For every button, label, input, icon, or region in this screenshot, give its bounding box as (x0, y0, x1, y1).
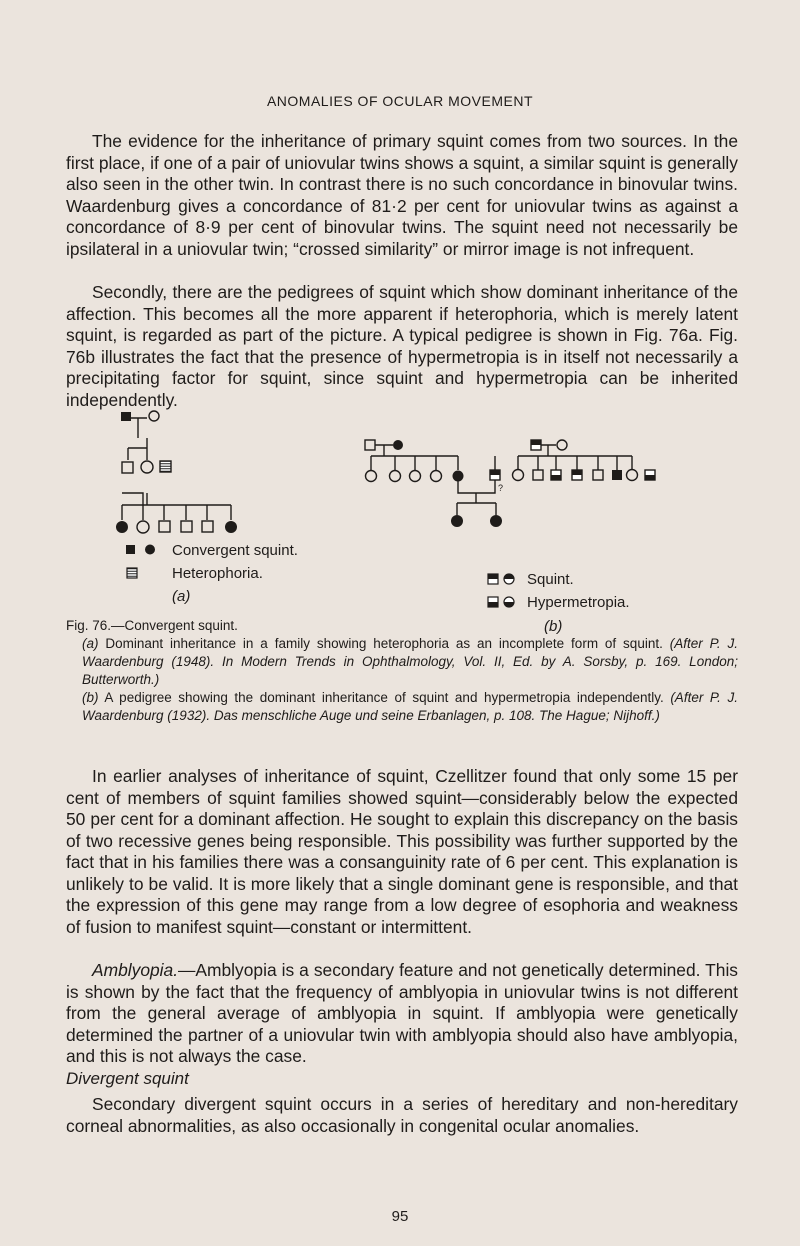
pedigree-b-male (593, 470, 603, 480)
pedigree-a-male-squint (121, 412, 131, 421)
pedigree-b-female-squint (393, 440, 403, 450)
pedigree-b-female-squint (453, 471, 464, 482)
caption-b: (b) A pedigree showing the dominant inheritance of squint and hypermetropia independently. (After P. J. Waardenburg (1932). Das menschliche Auge und seine Erbanlagen, p. 108. The Hague; Nijhoff.) (82, 690, 738, 723)
pedigree-b-female (431, 471, 442, 482)
pedigree-a-female (141, 461, 153, 473)
caption-title: Fig. 76.—Convergent squint. (66, 618, 238, 633)
running-header: ANOMALIES OF OCULAR MOVEMENT (266, 93, 534, 109)
pedigree-b-female-squint (451, 515, 463, 527)
figure-label-b: (b) (544, 618, 563, 635)
question-mark: ? (498, 483, 504, 493)
legend-square-solid-icon (126, 545, 135, 554)
figure-label-a: (a) (172, 588, 191, 605)
pedigree-a-female-squint (116, 521, 128, 533)
paragraph-pedigrees: Secondly, there are the pedigrees of squint which show dominant inheritance of the affection. This becomes all the more apparent if heterophoria, which is merely latent squint, is regarded as part of the picture. A typical pedigree is shown in Fig. 76a. Fig. 76b illustrates the fact that the presence of hypermetropia is in itself not necessarily a precipitating factor for squint, since squint and hypermetropia can be inherited independently. (66, 282, 738, 410)
legend-circle-solid-icon (145, 545, 155, 555)
page-number: 95 (391, 1208, 409, 1225)
paragraph-amblyopia: Amblyopia.—Amblyopia is a secondary feature and not genetically determined. This is shown by the fact that the frequency of amblyopia in uniovular twins is not different from the general average of amblyopia in squint. If amblyopia were genetically determined the partner of a uniovular twin with amblyopia should also have amblyopia, and this is not always the case. (66, 960, 738, 1066)
pedigree-b-male (533, 470, 543, 480)
paragraph-divergent: Secondary divergent squint occurs in a series of hereditary and non-hereditary corneal abnormalities, as also occasionally in congenital ocular anomalies. (66, 1094, 738, 1136)
pedigree-b-female (513, 470, 524, 481)
pedigree-b-female (366, 471, 377, 482)
pedigree-a-male (202, 521, 213, 532)
pedigree-b-male (365, 440, 375, 450)
legend-convergent: Convergent squint. (172, 542, 298, 559)
legend-heterophoria: Heterophoria. (172, 565, 263, 582)
legend-squint: Squint. (527, 571, 574, 588)
legend-hatched-square-icon (127, 568, 137, 578)
pedigree-b-female-squint (490, 515, 502, 527)
pedigree-a-male (122, 462, 133, 473)
pedigree-a-female (137, 521, 149, 533)
pedigree-a-female (149, 411, 159, 421)
pedigree-a-male (181, 521, 192, 532)
pedigree-b-female (627, 470, 638, 481)
pedigree-b-female (390, 471, 401, 482)
amblyopia-heading: Amblyopia. (92, 960, 179, 980)
pedigree-b-male-squint (612, 470, 622, 480)
pedigree-a-female-squint (225, 521, 237, 533)
pedigree-b-female (557, 440, 567, 450)
pedigree-b-female (410, 471, 421, 482)
figure-caption (66, 617, 738, 725)
pedigree-a-male-heterophoria (160, 461, 171, 472)
caption-a: (a) Dominant inheritance in a family showing heterophoria as an incomplete form of squint. (After P. J. Waardenburg (1948). In Modern Trends in Ophthalmology, Vol. II, Ed. by A. Sorsby, p. 169. London; Butterworth.) (82, 636, 738, 687)
paragraph-twins-evidence: The evidence for the inheritance of primary squint comes from two sources. In the first place, if one of a pair of uniovular twins shows a squint, a similar squint is generally also seen in the other twin. In contrast there is no such concordance in binovular twins. Waardenburg gives a concordance of 81·2 per cent for uniovular twins as against a concordance of 8·9 per cent of binovular twins. The squint need not necessarily be ipsilateral in a uniovular twin; “crossed similarity” or mirror image is not infrequent. (66, 131, 738, 259)
paragraph-czellitzer: In earlier analyses of inheritance of squint, Czellitzer found that only some 15 per cent of members of squint families showed squint—considerably below the expected 50 per cent for a dominant affection. He sought to explain this discrepancy on the basis of two recessive genes being responsible. This possibility was further supported by the fact that in his families there was a consanguinity rate of 6 per cent. This explanation is unlikely to be valid. It is more likely that a single dominant gene is responsible, and that the expression of this gene may range from a low degree of esophoria and weakness of fusion to manifest squint—constant or intermittent. (66, 766, 738, 937)
pedigree-a-male (159, 521, 170, 532)
legend-hypermetropia: Hypermetropia. (527, 594, 630, 611)
divergent-squint-heading: Divergent squint (66, 1069, 189, 1088)
